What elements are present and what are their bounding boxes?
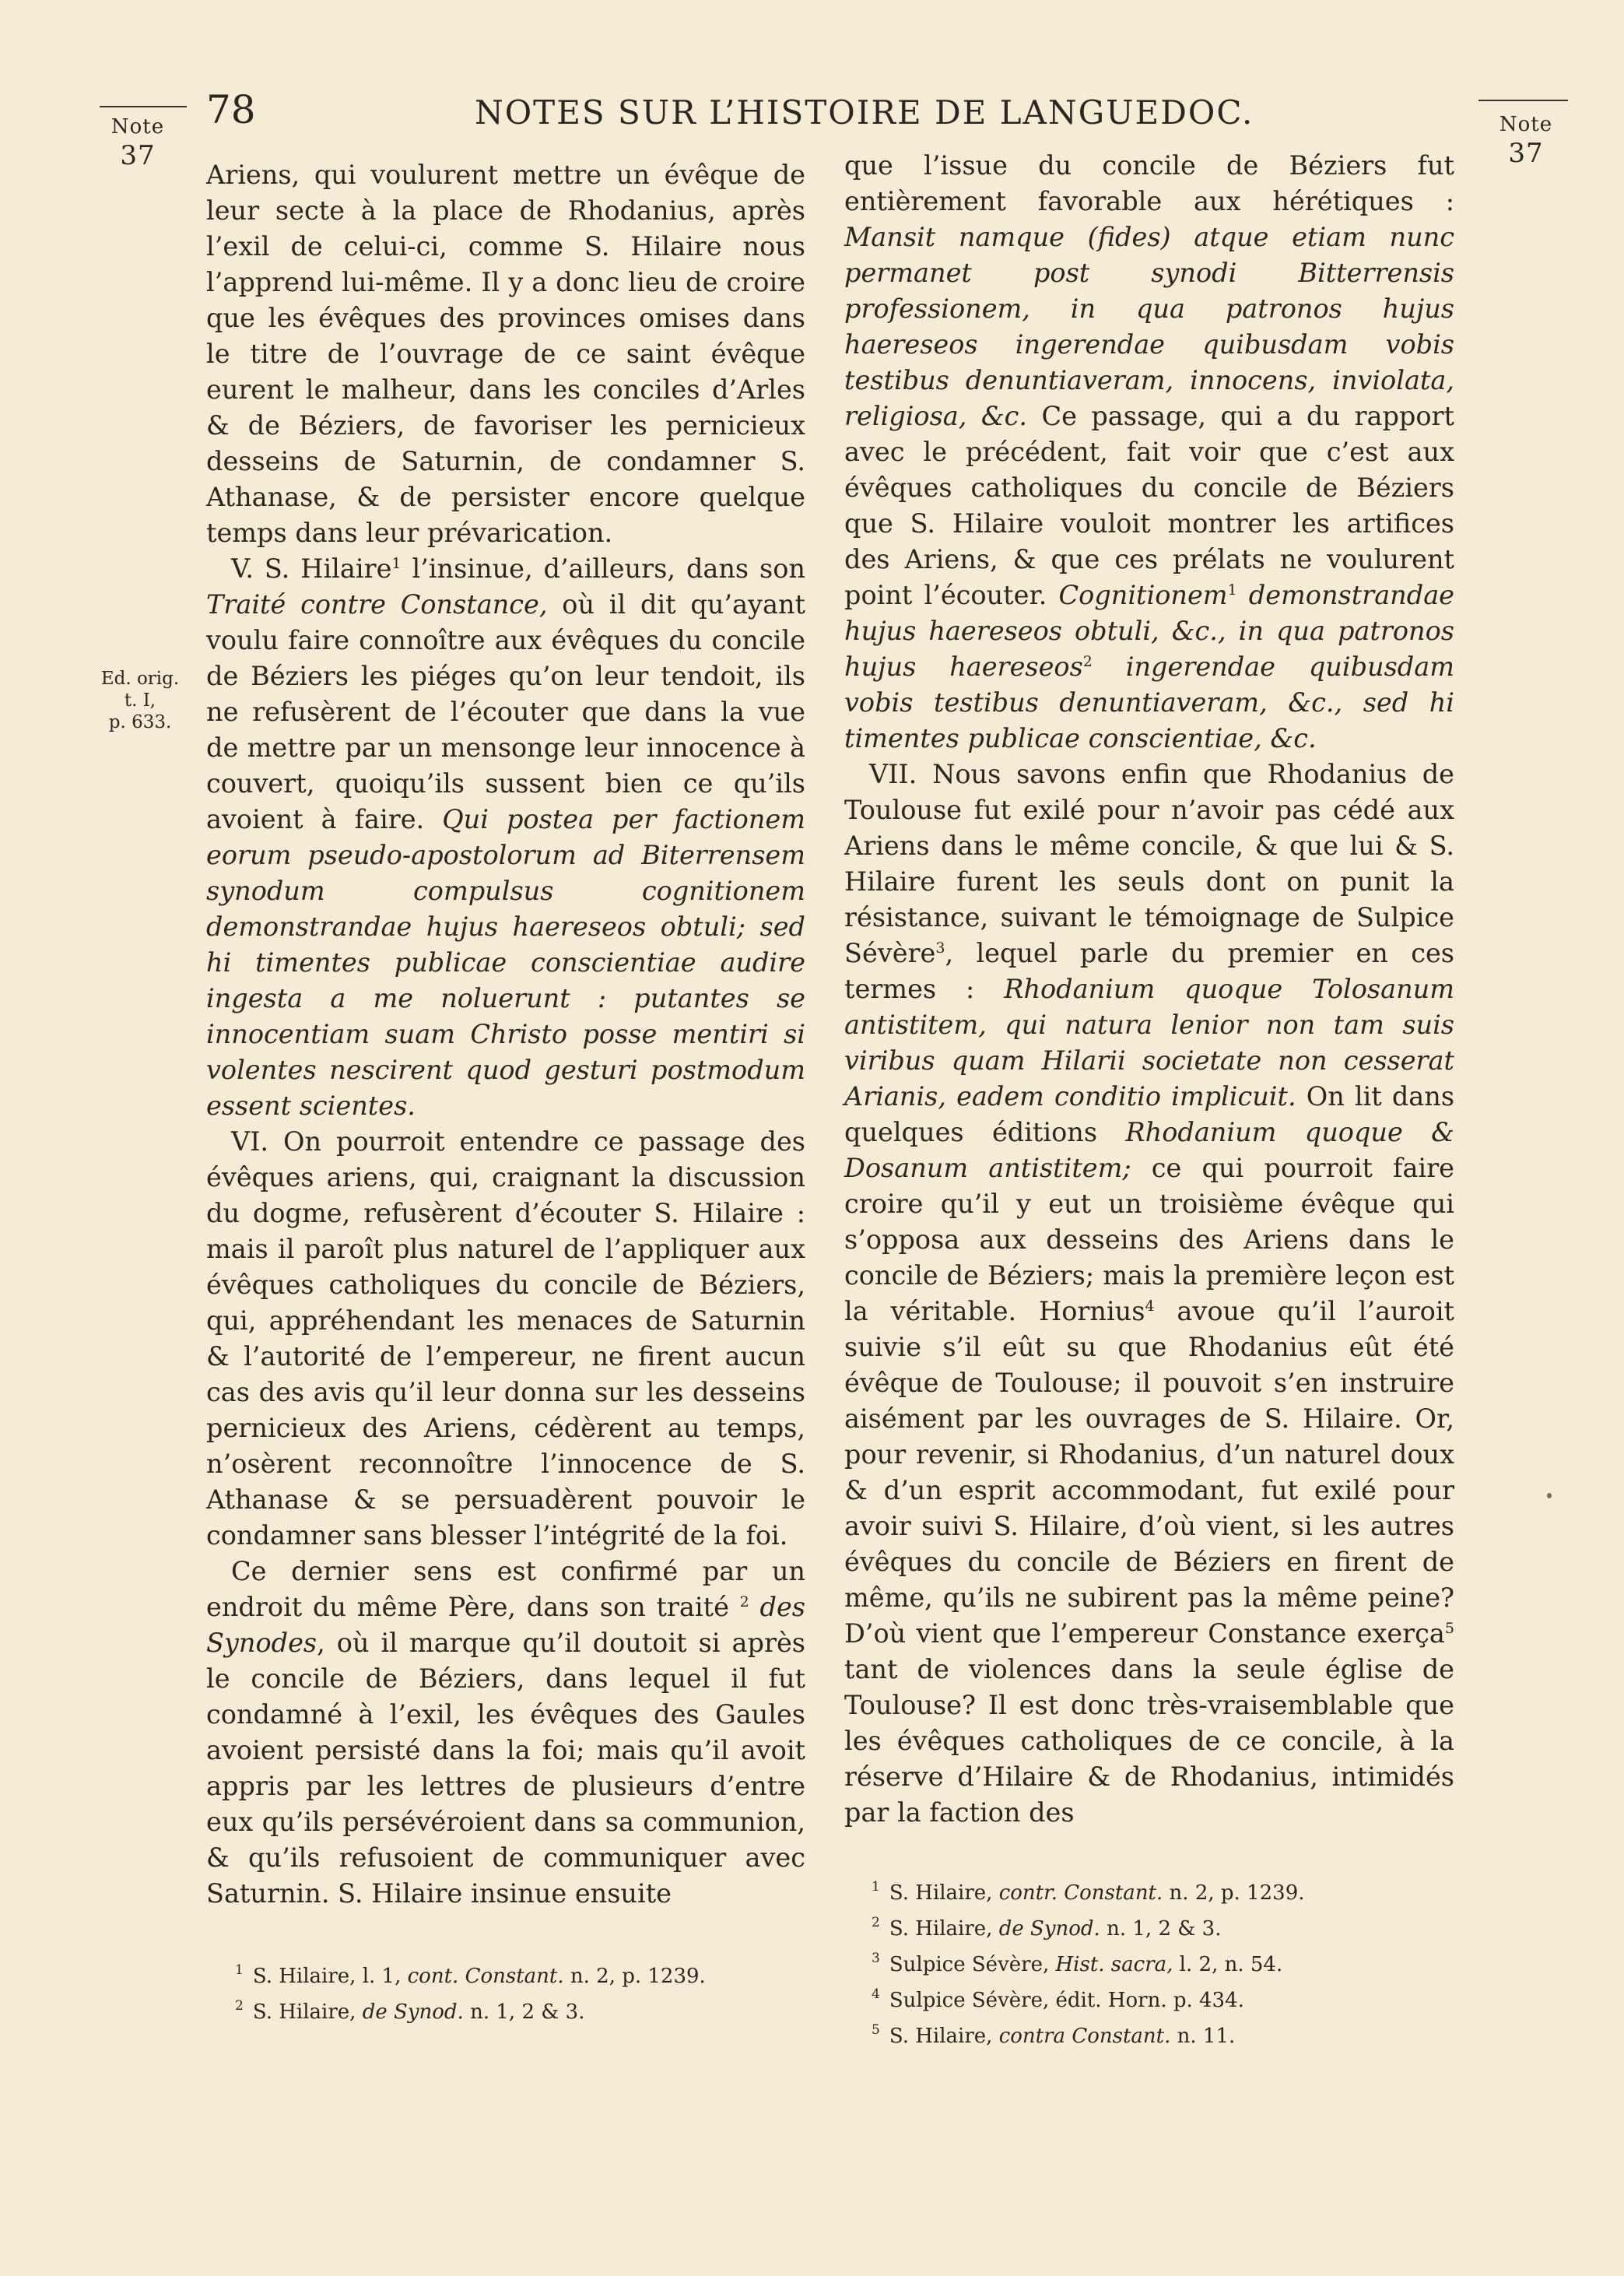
footnote-italic: contra Constant. — [998, 2025, 1171, 2048]
paragraph — [844, 757, 1454, 1831]
text-run: que l’issue du concile de Béziers fut entièrement favorable aux hérétiques : — [844, 150, 1454, 216]
text-run: avoue qu’il l’auroit suivie s’il eût su que Rhodanius eût été évêque de Toulouse; il pouvoit s’en instruire aisément par les ouvrages de S. Hilaire. Or, pour revenir, si Rhodanius, d’un naturel doux & d’un esprit accommodant, fut exilé pour avoir suivi S. Hilaire, d’où vient, si les autres évêques du concile de Béziers en firent de même, qu’ils ne subirent pas la même peine? D’où vient que l’empereur Constance exerça — [844, 1296, 1455, 1649]
footnotes-left — [235, 1955, 826, 2027]
footnote-ref: 1 — [391, 555, 402, 572]
footnote-text: Sulpice Sévère, — [889, 1953, 1056, 1976]
left-column — [206, 157, 805, 1912]
latin-quote: Cognitionem — [1058, 580, 1228, 610]
footnote — [872, 2015, 1478, 2051]
text-run: , où il marque qu’il doutoit si après le concile de Béziers, dans lequel il fut condamné à l’exil, les évêques des Gaules avoient persisté dans la foi; mais qu’il avoit appris par les lettres de plusieurs d’entre eux qu’ils persévéroient dans sa communion, & qu’ils refusoient de communiquer avec Saturnin. S. Hilaire insinue ensuite — [206, 1628, 805, 1909]
footnote-number: 2 — [235, 1998, 244, 2014]
footnote-text: l. 2, n. 54. — [1173, 1953, 1283, 1976]
footnote-ref: 5 — [1444, 1620, 1454, 1637]
latin-quote: Rhodanium quoque & Dosanum antistitem; — [844, 1117, 1454, 1183]
text-run: Ce dernier sens est confirmé par un endroit du même Père, dans son traité — [206, 1556, 805, 1622]
footnote-text: n. 1, 2 & 3. — [463, 2000, 585, 2024]
latin-quote: Mansit namque (fides) atque etiam nunc permanet post synodi Bitterrensis professionem, in qua patronos hujus haereseos ingerendae quibusdam vobis testibus denuntiaveram, innocens, inviolata, religiosa, &c. — [844, 222, 1454, 431]
footnotes-right — [872, 1872, 1478, 2051]
text-run: On lit dans quelques éditions — [844, 1081, 1455, 1147]
footnote-text: n. 2, p. 1239. — [563, 1965, 706, 1988]
footnote-italic: de Synod. — [998, 1917, 1100, 1941]
text-run: où il dit qu’ayant voulu faire connoître aux évêques du concile de Béziers les piéges qu’on leur tendoit, ils ne refusèrent de l’écouter que dans la vue de mettre par un mensonge leur innocence à couvert, quoiqu’ils sussent bien ce qu’ils avoient à faire. — [206, 589, 805, 834]
footnote-text: n. 2, p. 1239. — [1163, 1881, 1305, 1905]
footnote-number: 1 — [235, 1962, 244, 1978]
note-label-text: Note — [110, 115, 165, 139]
page-number: 78 — [206, 87, 256, 132]
right-column — [844, 148, 1454, 1831]
paragraph: Ariens, qui voulurent mettre un évêque de leur secte à la place de Rhodanius, après l’exil de celui-ci, comme S. Hilaire nous l’apprend lui-même. Il y a donc lieu de croire que les évêques des provinces omises dans le titre de l’ouvrage de ce saint évêque eurent le malheur, dans les conciles d’Arles & de Béziers, de favoriser les pernicieux desseins de Saturnin, de condamner S. Athanase, & de persister encore quelque temps dans leur prévarication. — [206, 160, 805, 548]
text-run: VII. Nous savons enfin que Rhodanius de Toulouse fut exilé pour n’avoir pas cédé aux Ariens dans le même concile, & que lui & S. Hilaire furent les seuls dont on punit la résistance, suivant le témoignage de Sulpice Sévère — [844, 759, 1454, 968]
note-label-left — [95, 115, 181, 171]
footnote-italic: contr. Constant. — [998, 1881, 1163, 1905]
paragraph: VI. On pourroit entendre ce passage des évêques ariens, qui, craignant la discussion du dogme, refusèrent d’écouter S. Hilaire : mais il paroît plus naturel de l’appliquer aux évêques catholiques du concile de Béziers, qui, appréhendant les menaces de Saturnin & l’autorité de l’empereur, ne firent aucun cas des avis qu’il leur donna sur les desseins pernicieux des Ariens, cédèrent au temps, n’osèrent reconnoître l’innocence de S. Athanase & se persuadèrent pouvoir le condamner sans blesser l’intégrité de la foi. — [206, 1126, 805, 1551]
footnote-italic: Hist. sacra, — [1055, 1953, 1173, 1976]
footnote-italic: de Synod. — [362, 2000, 464, 2024]
footnote — [872, 1944, 1478, 1979]
margin-ref-line: p. 633. — [108, 712, 172, 732]
footnote-number: 1 — [872, 1879, 880, 1895]
running-head: NOTES SUR L’HISTOIRE DE LANGUEDOC. — [475, 93, 1254, 132]
margin-reference — [93, 668, 187, 733]
footnote — [235, 1991, 826, 2027]
note-label-text: Note — [1499, 113, 1553, 136]
text-run: , lequel parle du premier en ces termes : — [844, 938, 1454, 1004]
footnote-text: Sulpice Sévère, édit. Horn. p. 434. — [889, 1989, 1244, 2012]
paragraph — [206, 1554, 805, 1912]
paragraph — [844, 148, 1454, 757]
margin-ref-line: t. I, — [124, 690, 156, 711]
footnote-text: S. Hilaire, — [252, 2000, 363, 2024]
margin-ref-line: Ed. orig. — [100, 669, 180, 689]
ink-speck — [1547, 1493, 1552, 1498]
footnote-number: 3 — [872, 1951, 880, 1966]
footnote-ref: 1 — [1227, 581, 1237, 599]
footnote-text: S. Hilaire, l. 1, — [252, 1965, 408, 1988]
note-label-right — [1483, 113, 1569, 169]
text-run: tant de violences dans la seule église de Toulouse? Il est donc très-vraisemblable que les évêques catholiques de ce concile, à la réserve d’Hilaire & de Rhodanius, intimidés par la faction des — [844, 1654, 1454, 1828]
footnote-text: n. 1, 2 & 3. — [1100, 1917, 1222, 1941]
header-rule-right — [1478, 100, 1568, 101]
footnote — [872, 1872, 1478, 1908]
page-header — [206, 87, 1451, 142]
italic-title: des Synodes — [206, 1592, 805, 1658]
note-number: 37 — [120, 140, 156, 171]
text-run: V. S. Hilaire — [231, 553, 392, 584]
text-run: l’insinue, d’ailleurs, dans son — [401, 553, 805, 584]
footnote-ref: 2 — [1082, 653, 1093, 670]
footnote — [235, 1955, 826, 1991]
latin-quote: Rhodanium quoque Tolosanum antistitem, qui natura lenior non tam suis viribus quam Hilarii societate non cesserat Arianis, eadem conditio implicuit. — [844, 974, 1454, 1112]
footnote-text: S. Hilaire, — [889, 2025, 999, 2048]
footnote-number: 5 — [872, 2022, 880, 2038]
text-run: Ce passage, qui a du rapport avec le précédent, fait voir que c’est aux évêques catholiques du concile de Béziers que S. Hilaire vouloit montrer les artifices des Ariens, & que ces prélats ne voulurent point l’écouter. — [844, 401, 1454, 610]
header-rule-left — [100, 106, 187, 107]
footnote — [872, 1908, 1478, 1944]
footnote-text: S. Hilaire, — [889, 1917, 999, 1941]
text-run: ce qui pourroit faire croire qu’il y eut un troisième évêque qui s’opposa aux desseins des Ariens dans le concile de Béziers; mais la première leçon est la véritable. Hornius — [844, 1153, 1454, 1326]
latin-quote: ingerendae quibusdam vobis testibus denuntiaveram, &c., sed hi timentes publicae conscientiae, &c. — [844, 652, 1454, 753]
footnote — [872, 1979, 1478, 2015]
note-number: 37 — [1508, 138, 1544, 169]
footnote-number: 2 — [872, 1915, 880, 1930]
footnote-ref: 2 — [739, 1593, 749, 1610]
footnote-italic: cont. Constant. — [407, 1965, 564, 1988]
latin-quote: demonstrandae hujus haereseos obtuli, &c., in qua patronos hujus haereseos — [844, 580, 1454, 682]
footnote-text: S. Hilaire, — [889, 1881, 999, 1905]
footnote-ref: 3 — [935, 940, 945, 957]
footnote-ref: 4 — [1145, 1298, 1155, 1315]
paragraph — [206, 551, 805, 1124]
italic-title: Traité contre Constance, — [206, 589, 548, 620]
footnote-number: 4 — [872, 1986, 880, 2002]
latin-quote: Qui postea per factionem eorum pseudo-apostolorum ad Biterrensem synodum compulsus cognitionem demonstrandae hujus haereseos obtuli; sed hi timentes publicae conscientiae audire ingesta a me noluerunt : putantes se innocentiam suam Christo posse mentiri si volentes nescirent quod gesturi postmodum essent scientes. — [206, 804, 805, 1121]
footnote-text: n. 11. — [1170, 2025, 1236, 2048]
